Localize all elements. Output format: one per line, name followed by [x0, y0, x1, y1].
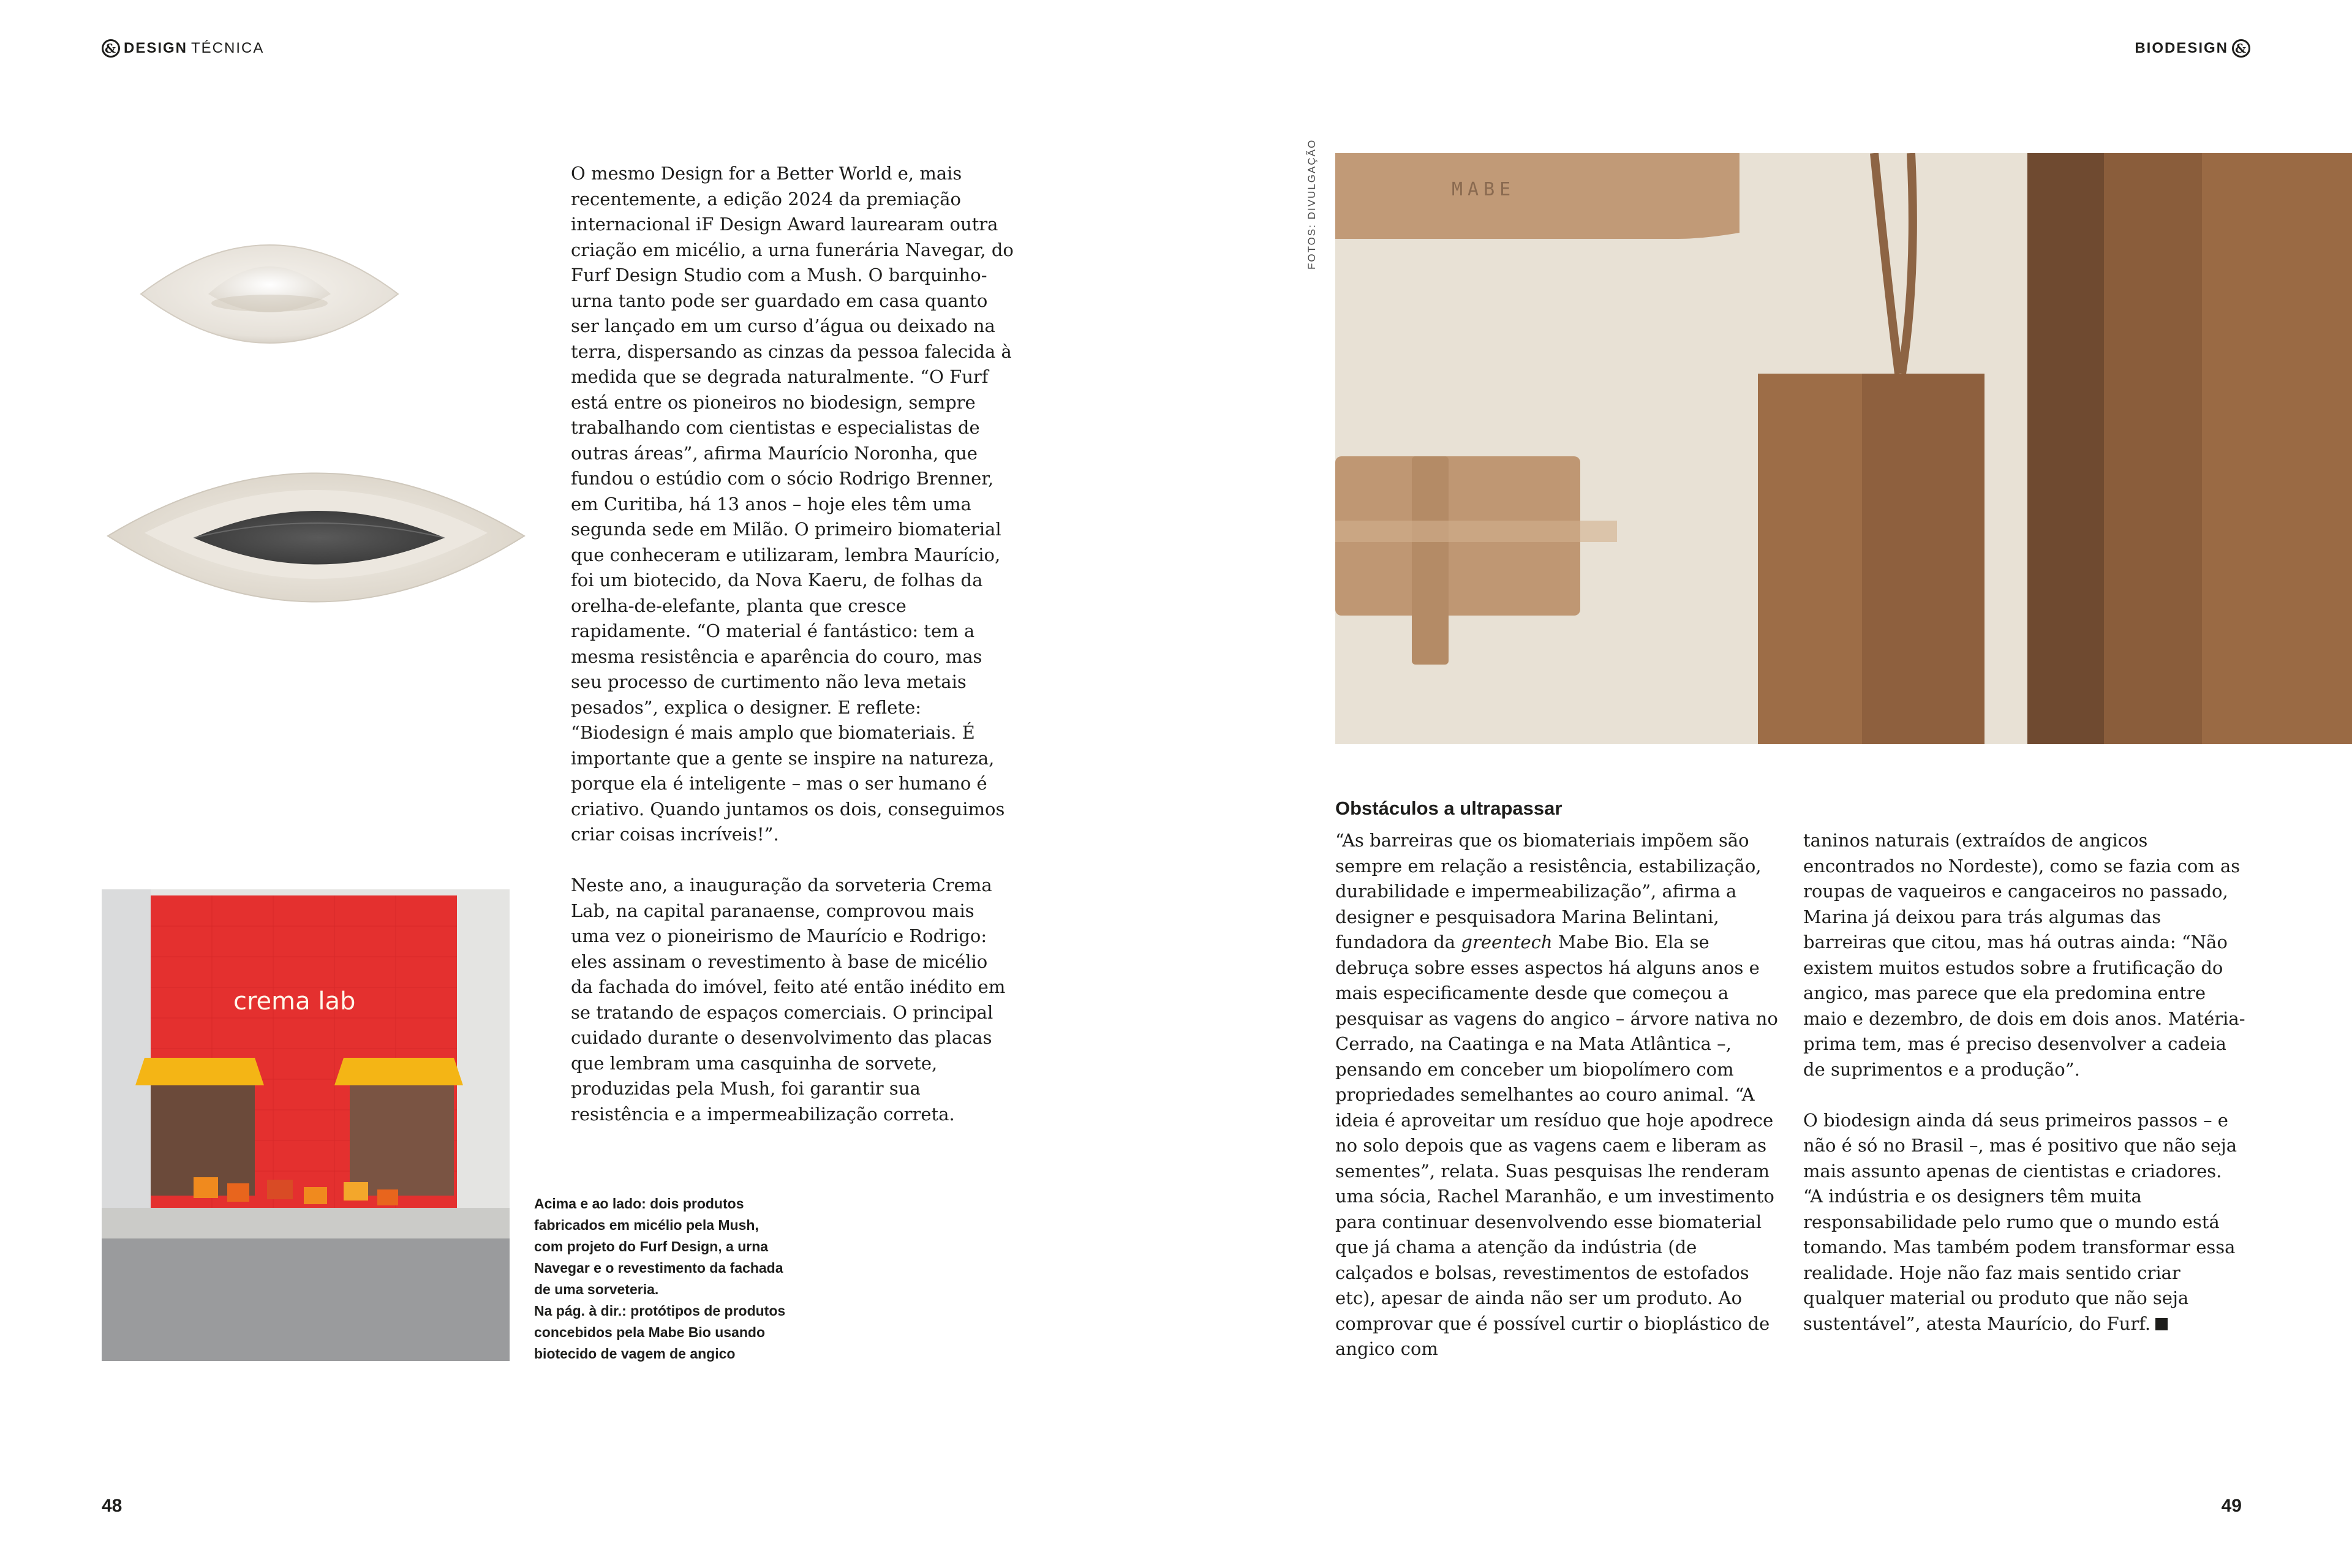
end-mark-icon [2155, 1318, 2168, 1330]
store-sign-text: crema lab [233, 987, 356, 1016]
crema-lab-storefront-photo [102, 889, 510, 1361]
ampersand-logo-icon: & [2232, 39, 2250, 58]
urn-closed-photo [123, 202, 417, 386]
body-column-d [1803, 828, 2245, 1336]
brand-stamp: MABE [1452, 179, 1516, 200]
text-run: O biodesign ainda dá seus primeiros passos – e não é só no Brasil –, mas é positivo que não seja mais assunto apenas de cientistas e criadores. “A indústria e os designers têm muita responsabilidade pelo rumo que o mundo está tomando. Mas também podem transformar essa realidade. Hoje não faz mais sentido criar qualquer material ou produto que não seja sustentável”, atesta Maurício, do Furf. [1803, 1109, 2237, 1334]
photo-credit: FOTOS: DIVULGAÇÃO [1306, 138, 1317, 270]
header-section: BIODESIGN [2135, 40, 2228, 56]
italic-term: greentech [1461, 932, 1553, 952]
section-subhead: Obstáculos a ultrapassar [1335, 797, 1562, 819]
header-brand-bold: DESIGN [124, 40, 188, 56]
running-header-left [102, 39, 264, 58]
photo-caption [534, 1193, 791, 1365]
paragraph: Neste ano, a inauguração da sorveteria Crema Lab, na capital paranaense, comprovou mais uma vez o pioneirismo de Maurício e Rodrigo: eles assinam o revestimento à base de micélio da fachada do imóvel, feito até então inédito em se tratando de espaços comerciais. O principal cuidado durante o desenvolvimento das placas que lembram uma casquinha de sorvete, produzidas pela Mush, foi garantir sua resistência e a impermeabilização correta. [571, 875, 1006, 1125]
text-run: Mabe Bio. Ela se debruça sobre esses aspectos há alguns anos e mais especificamente desde que começou a pesquisar as vagens do angico – árvore nativa no Cerrado, na Caatinga e na Mata Atlântica –, pensando em conceber um biopolímero com propriedades semelhantes ao couro animal. “A ideia é aproveitar um resíduo que hoje apodrece no solo depois que as vagens caem e liberam as sementes”, relata. Suas pesquisas lhe renderam uma sócia, Rachel Maranhão, e um investimento para continuar desenvolvendo esse biomaterial que já chama a atenção da indústria (de calçados e bolsas, revestimentos de estofados etc), apesar de ainda não ser um produto. Ao comprovar que é possível curtir o bioplástico de angico com [1335, 932, 1778, 1359]
page-number-right: 49 [2221, 1496, 2242, 1516]
text-run: “As barreiras que os biomateriais impõem são sempre em relação a resistência, estabilização, durabilidade e impermeabilização”, afirma a designer e pesquisadora Marina Belintani, fundadora da [1335, 830, 1762, 952]
header-brand-light: TÉCNICA [191, 40, 265, 56]
body-column-a [571, 161, 1014, 1127]
caption-line: Acima e ao lado: dois produtos fabricados em micélio pela Mush, com projeto do Furf Design, a urna Navegar e o revestimento da fachada de uma sorveteria. [534, 1196, 783, 1297]
mabe-bio-prototypes-photo [1335, 153, 2352, 744]
paragraph [1803, 1108, 2245, 1337]
caption-line: Na pág. à dir.: protótipos de produtos concebidos pela Mabe Bio usando biotecido de vagem de angico [534, 1303, 786, 1362]
paragraph [1335, 828, 1779, 1362]
running-header-right [2135, 39, 2250, 58]
body-column-c [1335, 828, 1779, 1362]
urn-open-photo [102, 429, 530, 649]
paragraph: taninos naturais (extraídos de angicos encontrados no Nordeste), como se fazia com as roupas de vaqueiros e cangaceiros no passado, Marina já deixou para trás algumas das barreiras que citou, mas há outras ainda: “Não existem muitos estudos sobre a frutificação do angico, mas parece que ela predomina entre maio e dezembro, de dois em dois anos. Matéria-prima tem, mas é preciso desenvolver a cadeia de suprimentos e a produção”. [1803, 830, 2245, 1080]
page-number-left: 48 [102, 1496, 123, 1516]
paragraph: O mesmo Design for a Better World e, mais recentemente, a edição 2024 da premiação internacional iF Design Award laurearam outra criação em micélio, a urna funerária Navegar, do Furf Design Studio com a Mush. O barquinho-urna tanto pode ser guardado em casa quanto ser lançado em um curso d’água ou deixado na terra, dispersando as cinzas da pessoa falecida à medida que se degrada naturalmente. “O Furf está entre os pioneiros no biodesign, sempre trabalhando com cientistas e especialistas de outras áreas”, afirma Maurício Noronha, que fundou o estúdio com o sócio Rodrigo Brenner, em Curitiba, há 13 anos – hoje eles têm uma segunda sede em Milão. O primeiro biomaterial que conheceram e utilizaram, lembra Maurício, foi um biotecido, da Nova Kaeru, de folhas da orelha-de-elefante, planta que cresce rapidamente. “O material é fantástico: tem a mesma resistência e aparência do couro, mas seu processo de curtimento não leva metais pesados”, explica o designer. E reflete: “Biodesign é mais amplo que biomateriais. É importante que a gente se inspire na natureza, porque ela é inteligente – mas o ser humano é criativo. Quando juntamos os dois, conseguimos criar coisas incríveis!”. [571, 163, 1014, 845]
ampersand-logo-icon: & [102, 39, 120, 58]
